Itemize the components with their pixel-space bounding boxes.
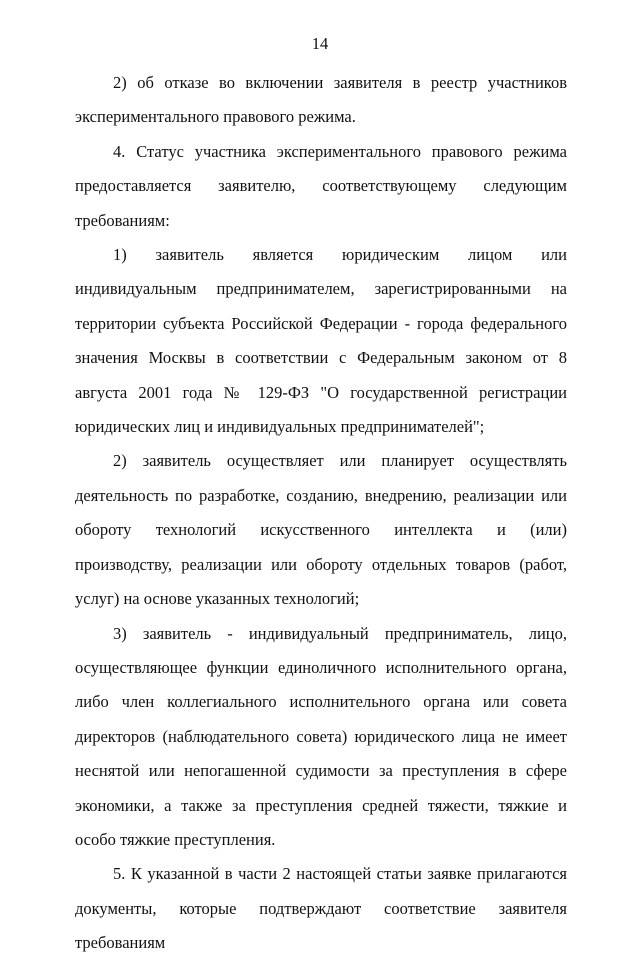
paragraph-item-2-refusal: 2) об отказе во включении заявителя в реестр участников экспериментального правового режима. [75, 73, 567, 127]
paragraph-requirement-2: 2) заявитель осуществляет или планирует осуществлять деятельность по разработке, созданию, внедрению, реализации или обороту технологий искусственного интеллекта и (или) производству, реализации или обороту отдельных товаров (работ, услуг) на основе указанных технологий; [75, 451, 567, 609]
paragraph-requirement-3: 3) заявитель - индивидуальный предприниматель, лицо, осуществляющее функции единоличного исполнительного органа, либо член коллегиального исполнительного органа или совета директоров (наблюдательного совета) юридического лица не имеет неснятой или непогашенной судимости за преступления в сфере экономики, а также за преступления средней тяжести, тяжкие и особо тяжкие преступления. [75, 623, 567, 849]
paragraph-requirement-1: 1) заявитель является юридическим лицом или индивидуальным предпринимателем, зарегистрированными на территории субъекта Российской Федерации - города федерального значения Москвы в соответствии с Федеральным законом от 8 августа 2001 года № 129-ФЗ "О государственной регистрации юридических лиц и индивидуальных предпринимателей"; [75, 245, 567, 437]
paragraph-section-4: 4. Статус участника экспериментального правового режима предоставляется заявителю, соответствующему следующим требованиям: [75, 141, 567, 230]
page-number: 14 [311, 34, 329, 53]
paragraph-section-5: 5. К указанной в части 2 настоящей статьи заявке прилагаются документы, которые подтверждают соответствие заявителя требованиям [75, 864, 567, 953]
document-body [75, 66, 567, 961]
